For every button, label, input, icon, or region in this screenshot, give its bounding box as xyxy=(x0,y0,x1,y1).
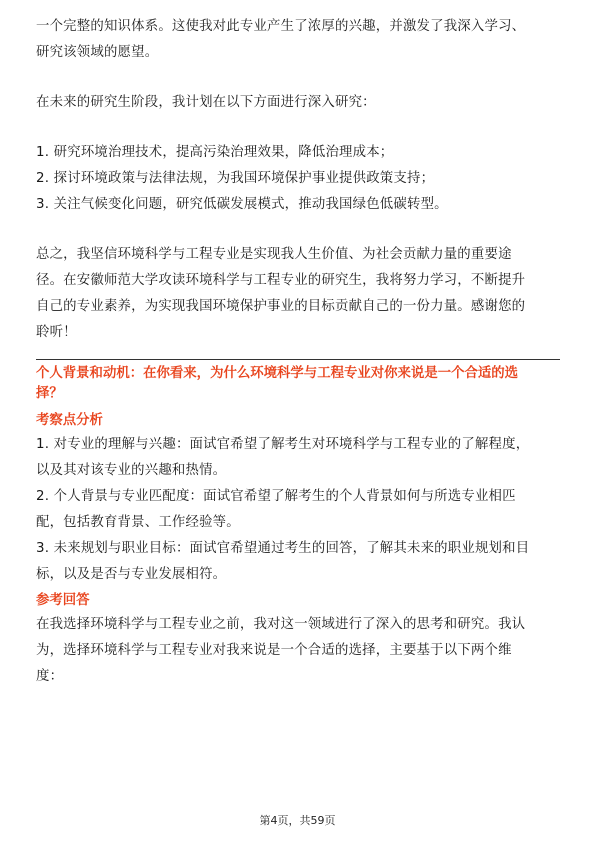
question-line: 择？ xyxy=(36,386,63,401)
question-heading xyxy=(36,364,560,404)
plan-intro: 在未来的研究生阶段，我计划在以下方面进行深入研究： xyxy=(36,95,376,110)
answer-line: 在我选择环境科学与工程专业之前，我对这一领域进行了深入的思考和研究。我认 xyxy=(36,617,526,632)
summary-line: 总之，我坚信环境科学与工程专业是实现我人生价值、为社会贡献力量的重要途 xyxy=(36,247,512,262)
summary-line: 径。在安徽师范大学攻读环境科学与工程专业的研究生，我将努力学习，不断提升 xyxy=(36,273,526,288)
plan-item: 3. 关注气候变化问题，研究低碳发展模式，推动我国绿色低碳转型。 xyxy=(36,197,448,212)
plan-item: 2. 探讨环境政策与法律法规，为我国环境保护事业提供政策支持； xyxy=(36,171,435,186)
page-content xyxy=(36,14,560,690)
summary-line: 聆听！ xyxy=(36,325,77,340)
answer-line: 度： xyxy=(36,669,64,684)
intro-line: 一个完整的知识体系。这使我对此专业产生了浓厚的兴趣，并激发了我深入学习、 xyxy=(36,19,526,34)
answer-heading: 参考回答 xyxy=(36,593,90,608)
answer-line: 为，选择环境科学与工程专业对我来说是一个合适的选择，主要基于以下两个维 xyxy=(36,643,512,658)
analysis-line: 2. 个人背景与专业匹配度：面试官希望了解考生的个人背景如何与所选专业相匹 xyxy=(36,489,516,504)
page-number: 第4页，共59页 xyxy=(259,814,336,827)
analysis-line: 3. 未来规划与职业目标：面试官希望通过考生的回答，了解其未来的职业规划和目 xyxy=(36,541,530,556)
analysis-line: 以及其对该专业的兴趣和热情。 xyxy=(36,463,227,478)
plan-item: 1. 研究环境治理技术，提高污染治理效果，降低治理成本； xyxy=(36,145,394,160)
summary-line: 自己的专业素养，为实现我国环境保护事业的目标贡献自己的一份力量。感谢您的 xyxy=(36,299,526,314)
analysis-line: 配，包括教育背景、工作经验等。 xyxy=(36,515,240,530)
analysis-heading: 考察点分析 xyxy=(36,413,103,428)
section-divider xyxy=(36,359,560,360)
question-line: 个人背景和动机：在你看来，为什么环境科学与工程专业对你来说是一个合适的选 xyxy=(36,366,519,381)
analysis-line: 标，以及是否与专业发展相符。 xyxy=(36,567,227,582)
analysis-line: 1. 对专业的理解与兴趣：面试官希望了解考生对环境科学与工程专业的了解程度， xyxy=(36,437,530,452)
intro-line: 研究该领域的愿望。 xyxy=(36,45,159,60)
